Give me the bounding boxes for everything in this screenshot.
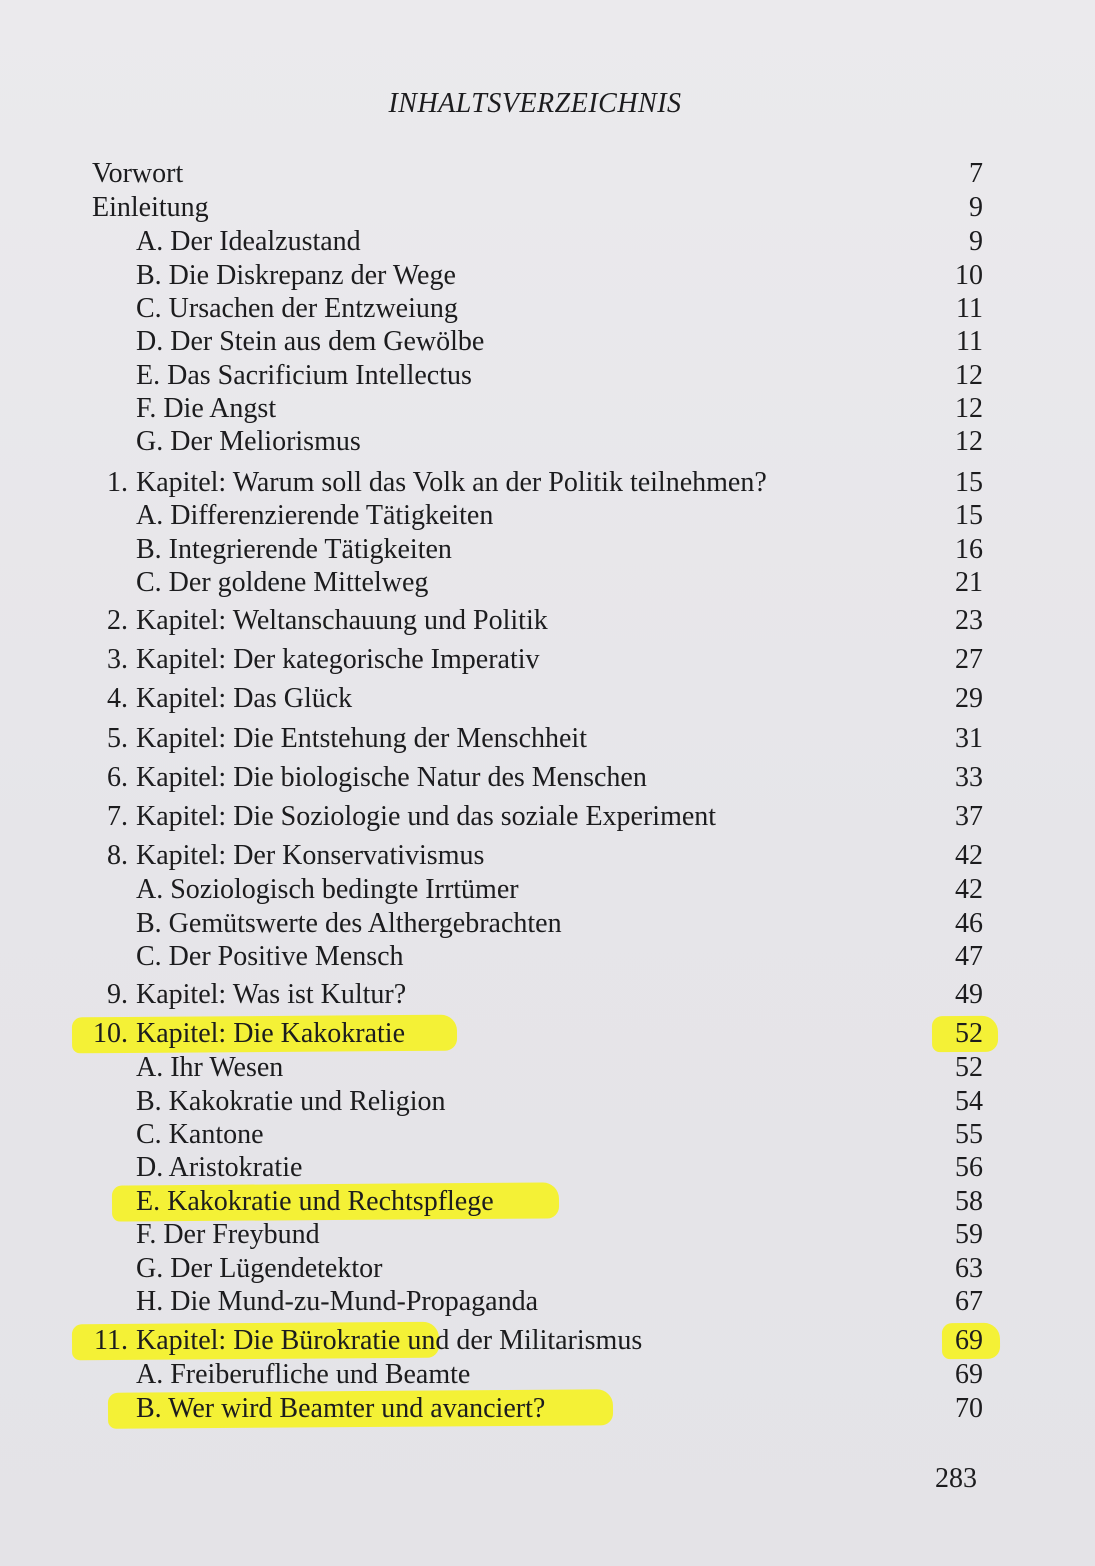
entry-page-number: 69	[955, 1325, 983, 1356]
entry-title: Kapitel: Die Bürokratie und der Militarismus	[136, 1325, 643, 1356]
entry-page-number: 12	[955, 393, 983, 424]
chapter-number: 10.	[93, 1018, 128, 1049]
entry-title: H. Die Mund-zu-Mund-Propaganda	[136, 1286, 539, 1317]
entry-title: C. Der Positive Mensch	[136, 941, 404, 972]
entry-page-number: 47	[955, 941, 983, 972]
toc-section-entry	[0, 1085, 1095, 1119]
chapter-number: 1.	[107, 467, 128, 498]
entry-title: A. Differenzierende Tätigkeiten	[136, 500, 494, 531]
entry-page-number: 70	[955, 1393, 983, 1424]
toc-section-entry	[0, 1218, 1095, 1252]
entry-title: B. Wer wird Beamter und avanciert?	[136, 1393, 546, 1424]
toc-section-entry	[0, 359, 1095, 393]
entry-page-number: 15	[955, 500, 983, 531]
entry-title: Kapitel: Das Glück	[136, 683, 353, 714]
toc-section-entry	[0, 1392, 1095, 1426]
toc-chapter-entry	[0, 1324, 1095, 1358]
toc-section-entry	[0, 1358, 1095, 1392]
chapter-number: 6.	[107, 762, 128, 793]
entry-title: E. Das Sacrificium Intellectus	[136, 360, 472, 391]
toc-chapter-entry	[0, 466, 1095, 500]
entry-title: Kapitel: Was ist Kultur?	[136, 979, 407, 1010]
toc-chapter-entry	[0, 1017, 1095, 1051]
page-number: 283	[935, 1463, 977, 1494]
entry-title: Kapitel: Weltanschauung und Politik	[136, 605, 548, 636]
entry-page-number: 27	[955, 644, 983, 675]
entry-page-number: 67	[955, 1286, 983, 1317]
entry-page-number: 46	[955, 908, 983, 939]
entry-title: B. Gemütswerte des Althergebrachten	[136, 908, 562, 939]
toc-chapter-entry	[0, 643, 1095, 677]
entry-title: A. Der Idealzustand	[136, 226, 361, 257]
toc-entry	[0, 191, 1095, 225]
entry-title: A. Ihr Wesen	[136, 1052, 284, 1083]
entry-title: B. Die Diskrepanz der Wege	[136, 260, 456, 291]
chapter-number: 9.	[107, 979, 128, 1010]
entry-page-number: 11	[956, 293, 983, 324]
entry-title: Kapitel: Die Kakokratie	[136, 1018, 406, 1049]
chapter-number: 2.	[107, 605, 128, 636]
chapter-number: 8.	[107, 840, 128, 871]
entry-title: C. Der goldene Mittelweg	[136, 567, 429, 598]
toc-entry	[0, 157, 1095, 191]
toc-section-entry	[0, 533, 1095, 567]
entry-page-number: 42	[955, 840, 983, 871]
entry-page-number: 9	[969, 226, 983, 257]
entry-page-number: 58	[955, 1186, 983, 1217]
entry-title: Einleitung	[92, 192, 209, 223]
entry-page-number: 11	[956, 326, 983, 357]
entry-title: Kapitel: Der kategorische Imperativ	[136, 644, 540, 675]
entry-page-number: 12	[955, 360, 983, 391]
chapter-number: 4.	[107, 683, 128, 714]
entry-page-number: 33	[955, 762, 983, 793]
entry-title: F. Der Freybund	[136, 1219, 320, 1250]
entry-page-number: 42	[955, 874, 983, 905]
entry-page-number: 37	[955, 801, 983, 832]
entry-page-number: 52	[955, 1052, 983, 1083]
toc-chapter-entry	[0, 800, 1095, 834]
entry-page-number: 54	[955, 1086, 983, 1117]
toc-section-entry	[0, 425, 1095, 459]
entry-page-number: 49	[955, 979, 983, 1010]
toc-section-entry	[0, 940, 1095, 974]
entry-page-number: 52	[955, 1018, 983, 1049]
entry-title: B. Integrierende Tätigkeiten	[136, 534, 452, 565]
toc-chapter-entry	[0, 604, 1095, 638]
toc-chapter-entry	[0, 978, 1095, 1012]
entry-title: A. Freiberufliche und Beamte	[136, 1359, 471, 1390]
entry-page-number: 15	[955, 467, 983, 498]
entry-title: C. Kantone	[136, 1119, 264, 1150]
toc-section-entry	[0, 1118, 1095, 1152]
entry-title: Kapitel: Die biologische Natur des Menschen	[136, 762, 647, 793]
toc-section-entry	[0, 259, 1095, 293]
toc-section-entry	[0, 1285, 1095, 1319]
entry-title: G. Der Meliorismus	[136, 426, 361, 457]
entry-title: B. Kakokratie und Religion	[136, 1086, 446, 1117]
entry-title: F. Die Angst	[136, 393, 277, 424]
entry-title: G. Der Lügendetektor	[136, 1253, 383, 1284]
toc-section-entry	[0, 392, 1095, 426]
toc-section-entry	[0, 225, 1095, 259]
toc-section-entry	[0, 1051, 1095, 1085]
page-title: INHALTSVERZEICHNIS	[388, 88, 682, 119]
toc-section-entry	[0, 1185, 1095, 1219]
entry-page-number: 21	[955, 567, 983, 598]
chapter-number: 3.	[107, 644, 128, 675]
entry-page-number: 69	[955, 1359, 983, 1390]
entry-page-number: 10	[955, 260, 983, 291]
entry-page-number: 23	[955, 605, 983, 636]
toc-chapter-entry	[0, 761, 1095, 795]
entry-page-number: 31	[955, 723, 983, 754]
chapter-number: 5.	[107, 723, 128, 754]
entry-page-number: 63	[955, 1253, 983, 1284]
toc-chapter-entry	[0, 682, 1095, 716]
entry-title: E. Kakokratie und Rechtspflege	[136, 1186, 494, 1217]
entry-title: C. Ursachen der Entzweiung	[136, 293, 458, 324]
entry-title: Vorwort	[92, 158, 184, 189]
entry-page-number: 59	[955, 1219, 983, 1250]
entry-page-number: 16	[955, 534, 983, 565]
toc-section-entry	[0, 292, 1095, 326]
entry-title: D. Aristokratie	[136, 1152, 303, 1183]
entry-page-number: 55	[955, 1119, 983, 1150]
chapter-number: 7.	[107, 801, 128, 832]
entry-title: Kapitel: Die Entstehung der Menschheit	[136, 723, 587, 754]
toc-section-entry	[0, 907, 1095, 941]
toc-chapter-entry	[0, 722, 1095, 756]
toc-section-entry	[0, 499, 1095, 533]
toc-section-entry	[0, 1151, 1095, 1185]
entry-page-number: 7	[969, 158, 983, 189]
entry-page-number: 9	[969, 192, 983, 223]
entry-page-number: 12	[955, 426, 983, 457]
toc-section-entry	[0, 873, 1095, 907]
toc-section-entry	[0, 566, 1095, 600]
entry-title: A. Soziologisch bedingte Irrtümer	[136, 874, 519, 905]
toc-section-entry	[0, 1252, 1095, 1286]
chapter-number: 11.	[94, 1325, 128, 1356]
toc-section-entry	[0, 325, 1095, 359]
entry-page-number: 56	[955, 1152, 983, 1183]
entry-title: Kapitel: Warum soll das Volk an der Politik teilnehmen?	[136, 467, 767, 498]
entry-title: Kapitel: Die Soziologie und das soziale Experiment	[136, 801, 717, 832]
entry-title: Kapitel: Der Konservativismus	[136, 840, 485, 871]
entry-title: D. Der Stein aus dem Gewölbe	[136, 326, 485, 357]
entry-page-number: 29	[955, 683, 983, 714]
toc-chapter-entry	[0, 839, 1095, 873]
